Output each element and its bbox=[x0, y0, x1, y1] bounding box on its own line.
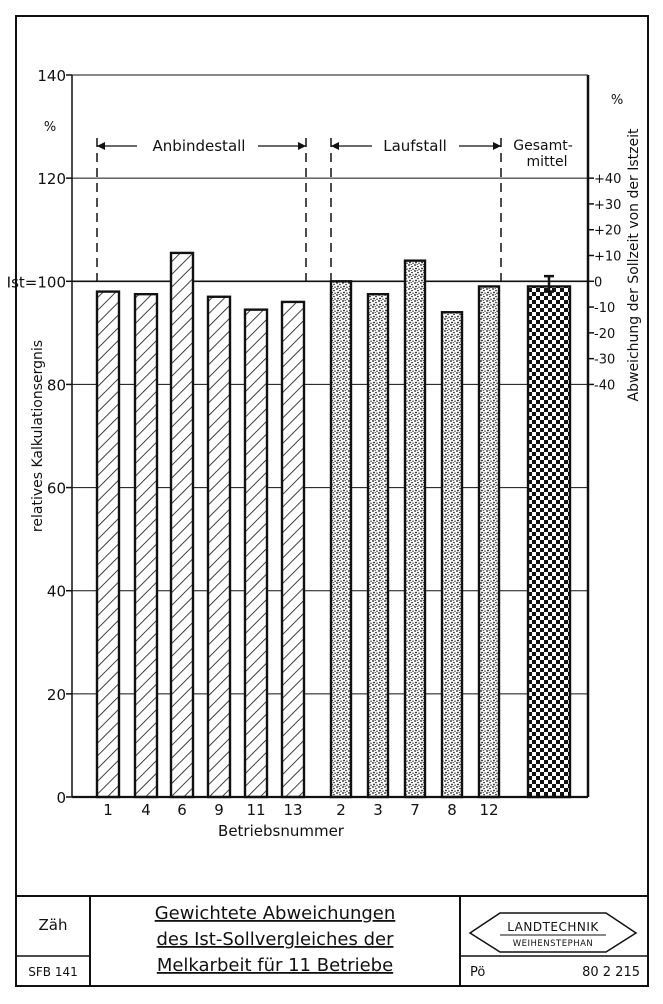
footer-title-line-2: des Ist-Sollvergleiches der bbox=[156, 929, 394, 950]
x-tick-label: 1 bbox=[103, 801, 113, 819]
y-tick-label: 140 bbox=[37, 67, 66, 85]
footer-title-line-1: Gewichtete Abweichungen bbox=[154, 903, 396, 924]
bar bbox=[331, 281, 351, 797]
figure-number: 80 2 215 bbox=[582, 965, 640, 980]
x-tick-label: 11 bbox=[246, 801, 266, 819]
x-axis-label: Betriebsnummer bbox=[218, 822, 344, 840]
y2-tick-label: -20 bbox=[594, 326, 616, 342]
y2-tick-label: +20 bbox=[594, 223, 622, 239]
y-tick-label: 120 bbox=[37, 170, 66, 189]
y-tick-label: 80 bbox=[46, 376, 66, 395]
arrow-head bbox=[493, 142, 501, 150]
bar bbox=[208, 297, 230, 797]
y2-tick-label: 0 bbox=[594, 275, 603, 291]
bar bbox=[368, 294, 388, 797]
logo-text-line-1: LANDTECHNIK bbox=[507, 920, 599, 934]
y-tick-label: 0 bbox=[56, 789, 66, 807]
drawer-initials: Pö bbox=[470, 965, 486, 980]
x-tick-label: 12 bbox=[479, 801, 499, 819]
group-label-mittel: mittel bbox=[526, 154, 568, 170]
y-tick-label: 20 bbox=[46, 685, 66, 704]
y2-axis-label: Abweichung der Sollzeit von der Istzeit bbox=[626, 128, 642, 402]
y2-tick-labels bbox=[594, 172, 621, 393]
bar bbox=[245, 310, 267, 797]
y2-unit: % bbox=[610, 93, 624, 108]
logo-text-line-2: WEIHENSTEPHAN bbox=[512, 939, 594, 949]
y-tick-label: 60 bbox=[46, 479, 66, 498]
bar bbox=[171, 253, 193, 797]
bar bbox=[405, 261, 425, 797]
x-tick-label: 6 bbox=[177, 801, 187, 819]
footer bbox=[16, 896, 648, 986]
arrow-head bbox=[97, 142, 105, 150]
x-tick-label: 2 bbox=[336, 801, 346, 819]
footer-title-line-3: Melkarbeit für 11 Betriebe bbox=[156, 955, 394, 976]
bar bbox=[479, 286, 499, 797]
x-tick-label: 4 bbox=[141, 801, 151, 819]
group-label-laufstall: Laufstall bbox=[383, 137, 447, 155]
bar bbox=[135, 294, 157, 797]
arrow-head bbox=[331, 142, 339, 150]
y2-tick-label: +30 bbox=[594, 197, 622, 213]
x-tick-label: 7 bbox=[410, 801, 420, 819]
group-label-gesamt: Gesamt- bbox=[513, 138, 573, 154]
x-tick-label: 3 bbox=[373, 801, 383, 819]
x-tick-label: 13 bbox=[283, 801, 303, 819]
x-tick-labels bbox=[103, 801, 498, 819]
y2-tick-label: -40 bbox=[594, 378, 616, 394]
institute-logo bbox=[470, 913, 636, 952]
y2-tick-label: -10 bbox=[594, 301, 616, 317]
y-axis-label: relatives Kalkulationsergnis bbox=[30, 339, 46, 533]
bar bbox=[442, 312, 462, 797]
y-tick-label: 40 bbox=[46, 582, 66, 601]
group-label-anbindestall: Anbindestall bbox=[152, 137, 246, 155]
y2-tick-label: +40 bbox=[594, 172, 622, 188]
bar bbox=[282, 302, 304, 797]
y-unit: % bbox=[43, 120, 57, 135]
project-code: SFB 141 bbox=[28, 965, 78, 979]
arrow-head bbox=[298, 142, 306, 150]
y2-tick-label: -30 bbox=[594, 352, 616, 368]
x-tick-label: 8 bbox=[447, 801, 457, 819]
bars bbox=[97, 253, 570, 797]
author-name: Zäh bbox=[38, 916, 68, 934]
bar bbox=[528, 286, 570, 797]
y-tick-label: Ist=100 bbox=[6, 273, 66, 292]
group-separators bbox=[97, 138, 501, 284]
y2-tick-label: +10 bbox=[594, 249, 622, 265]
bar bbox=[97, 292, 119, 797]
x-tick-label: 9 bbox=[214, 801, 224, 819]
